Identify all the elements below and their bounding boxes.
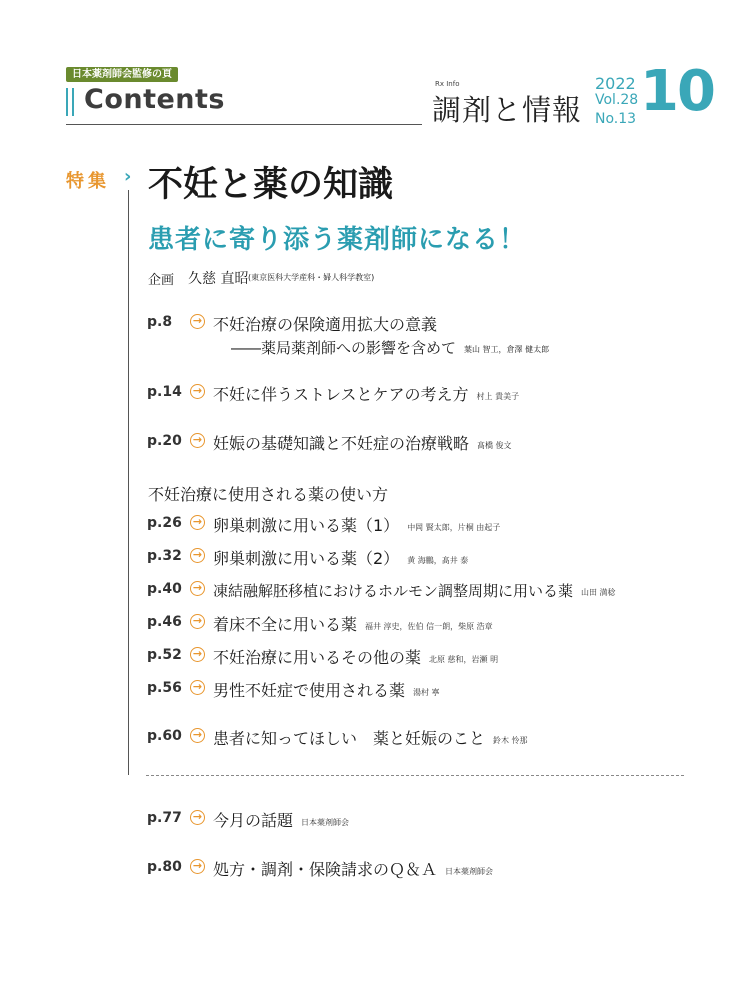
toc-page: p.56 bbox=[147, 680, 182, 696]
circle-arrow-right-icon: → bbox=[190, 433, 205, 448]
toc-page: p.8 bbox=[147, 314, 173, 330]
magazine-title: 調剤と情報 bbox=[432, 93, 583, 127]
toc-title: 患者に知ってほしい 薬と妊娠のこと bbox=[213, 729, 486, 748]
circle-arrow-right-icon: → bbox=[190, 614, 205, 629]
toc-author: 福井 淳史，佐伯 信一朗，柴原 浩章 bbox=[365, 622, 493, 631]
toc-page: p.60 bbox=[147, 728, 182, 744]
circle-arrow-right-icon: → bbox=[190, 384, 205, 399]
planner-name: 久慈 直昭 bbox=[188, 271, 249, 287]
toc-title: 今月の話題 bbox=[213, 811, 294, 830]
toc-page: p.40 bbox=[147, 581, 182, 597]
toc-title: 妊娠の基礎知識と不妊症の治療戦略 bbox=[213, 434, 470, 453]
circle-arrow-right-icon: → bbox=[190, 548, 205, 563]
toc-title: 男性不妊症で使用される薬 bbox=[213, 681, 406, 700]
dotted-divider bbox=[146, 775, 684, 776]
issue-month: 10 bbox=[640, 59, 714, 124]
toc-title: 着床不全に用いる薬 bbox=[213, 615, 358, 634]
circle-arrow-right-icon: → bbox=[190, 680, 205, 695]
toc-page: p.80 bbox=[147, 859, 182, 875]
feature-title: 不妊と薬の知識 bbox=[148, 165, 394, 205]
contents-accent-bar-2 bbox=[72, 88, 74, 116]
toc-author: 鈴木 怜那 bbox=[493, 736, 528, 745]
toc-title: 不妊治療に用いるその他の薬 bbox=[213, 648, 422, 667]
contents-title: Contents bbox=[84, 84, 226, 115]
circle-arrow-right-icon: → bbox=[190, 859, 205, 874]
issue-volume: Vol.28 bbox=[595, 92, 639, 108]
toc-subtitle-text: ――薬局薬剤師への影響を含めて bbox=[231, 339, 457, 357]
circle-arrow-right-icon: → bbox=[190, 647, 205, 662]
circle-arrow-right-icon: → bbox=[190, 810, 205, 825]
circle-arrow-right-icon: → bbox=[190, 728, 205, 743]
toc-author: 山田 満稔 bbox=[581, 588, 616, 597]
toc-page: p.52 bbox=[147, 647, 182, 663]
toc-author: 湯村 寧 bbox=[413, 688, 440, 697]
toc-author: 中岡 賢太郎，片桐 由起子 bbox=[407, 523, 501, 532]
toc-title: 卵巣刺激に用いる薬（1） bbox=[213, 516, 400, 535]
toc-page: p.26 bbox=[147, 515, 182, 531]
vertical-divider bbox=[128, 190, 129, 775]
feature-subtitle: 患者に寄り添う薬剤師になる！ bbox=[148, 225, 527, 255]
circle-arrow-right-icon: → bbox=[190, 515, 205, 530]
contents-accent-bar bbox=[66, 88, 68, 116]
toc-subtitle bbox=[231, 337, 549, 358]
header-rule bbox=[66, 124, 422, 125]
toc-author: 村上 貴美子 bbox=[476, 392, 520, 401]
toc-author: 日本薬剤師会 bbox=[445, 867, 494, 876]
magazine-small-label: Rx Info bbox=[435, 80, 460, 88]
toc-page: p.77 bbox=[147, 810, 182, 826]
toc-title: 不妊治療の保険適用拡大の意義 bbox=[213, 315, 438, 334]
circle-arrow-right-icon: → bbox=[190, 581, 205, 596]
chevron-right-icon: › bbox=[124, 166, 132, 187]
toc-author: 髙橋 俊文 bbox=[477, 441, 512, 450]
toc-title: 処方・調剤・保険請求のＱ＆Ａ bbox=[213, 860, 438, 879]
toc-page: p.14 bbox=[147, 384, 182, 400]
issue-year: 2022 bbox=[595, 74, 636, 93]
toc-title: 不妊に伴うストレスとケアの考え方 bbox=[213, 385, 469, 404]
toc-author: 北原 慈和，岩瀬 明 bbox=[429, 655, 499, 664]
toc-page: p.46 bbox=[147, 614, 182, 630]
toc-page: p.20 bbox=[147, 433, 182, 449]
planner-label: 企画 bbox=[148, 273, 175, 288]
circle-arrow-right-icon: → bbox=[190, 314, 205, 329]
feature-label: 特集 bbox=[66, 171, 110, 192]
toc-title: 凍結融解胚移植におけるホルモン調整周期に用いる薬 bbox=[213, 582, 574, 600]
issue-number: No.13 bbox=[595, 111, 637, 127]
toc-author: 黄 海鵬，髙井 泰 bbox=[407, 556, 469, 565]
toc-author: 葉山 智工，倉澤 健太郎 bbox=[464, 345, 550, 354]
supervision-badge: 日本薬剤師会監修の頁 bbox=[66, 67, 178, 82]
toc-page: p.32 bbox=[147, 548, 182, 564]
toc-author: 日本薬剤師会 bbox=[301, 818, 350, 827]
section-heading: 不妊治療に使用される薬の使い方 bbox=[148, 485, 389, 504]
toc-title: 卵巣刺激に用いる薬（2） bbox=[213, 549, 400, 568]
planner-affiliation: (東京医科大学産科・婦人科学教室) bbox=[248, 273, 375, 282]
